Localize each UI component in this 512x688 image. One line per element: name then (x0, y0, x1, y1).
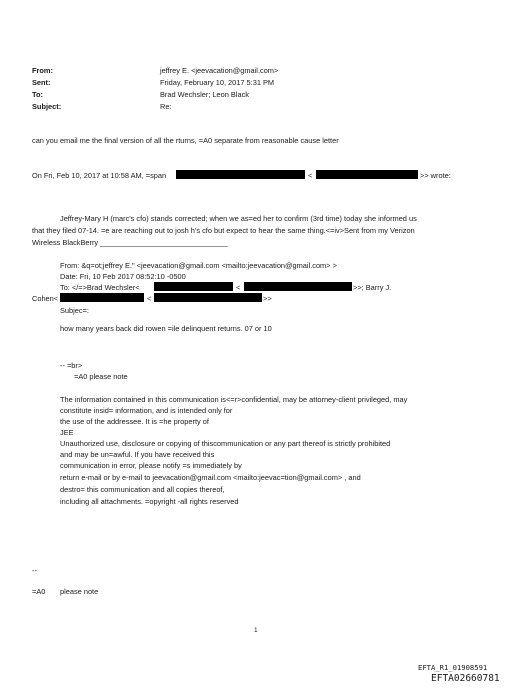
gt-sign: >> (263, 294, 272, 303)
lt-sign: < (308, 171, 313, 180)
footer-note: please note (60, 587, 99, 596)
lt-sign: < (147, 294, 152, 303)
footer-dash: -- (32, 566, 37, 575)
quoted-from: From: &q=ot;jeffrey E." <jeevacation@gmail.com <mailto:jeevacation@gmail.com> > (60, 261, 337, 270)
from-value: jeffrey E. <jeevacation@gmail.com> (160, 66, 279, 75)
quoted-cohen: Cohen< (32, 294, 59, 303)
from-label: From: (32, 66, 53, 75)
bates-id-2: EFTA02660781 (431, 673, 500, 684)
redaction-block (176, 170, 305, 179)
disclaimer-line: destro= this communication and all copies thereof, (60, 485, 225, 494)
sig-note: =A0 please note (74, 372, 128, 381)
disclaimer-line: the use of the addressee. It is =he property of (60, 417, 209, 426)
sig-dash: -- =br> (60, 361, 83, 370)
bates-id-1: EFTA_R1_01908591 (418, 663, 488, 672)
wrote-text: >> wrote: (420, 171, 451, 180)
subject-value: Re: (160, 102, 172, 111)
footer-a0: =A0 (32, 587, 46, 596)
disclaimer-line: Unauthorized use, disclosure or copying of thiscommunication or any part thereof is strictly prohibited (60, 439, 391, 448)
quoted-to-suffix: >>; Barry J. (353, 283, 392, 292)
to-value: Brad Wechsler; Leon Black (160, 90, 250, 99)
body-para-1: Jeffrey-Mary H (marc's cfo) stands corrected; when we as=ed her to confirm (3rd time) today she informed us (60, 214, 417, 223)
redaction-block (154, 293, 262, 302)
disclaimer-line: constitute insid= information, and is intended only for (60, 406, 233, 415)
redaction-block (244, 282, 352, 291)
body-line-1: can you email me the final version of all the rturns, =A0 separate from reasonable cause letter (32, 136, 339, 145)
disclaimer-line: JEE (60, 428, 74, 437)
quoted-subject: Subjec=: (60, 306, 89, 315)
redaction-block (60, 293, 144, 302)
to-label: To: (32, 90, 43, 99)
disclaimer-line: including all attachments. =opyright -all rights reserved (60, 497, 239, 506)
body-para-3: Wireless BlackBerry _______________________________ (32, 238, 228, 247)
sent-value: Friday, February 10, 2017 5:31 PM (160, 78, 275, 87)
sent-label: Sent: (32, 78, 51, 87)
subject-label: Subject: (32, 102, 62, 111)
disclaimer-line: and may be un=awful. If you have received this (60, 450, 215, 459)
quoted-to-prefix: To: </=>Brad Wechsler< (60, 283, 140, 292)
disclaimer-line: return e-mail or by e-mail to jeevacation@gmail.com <mailto:jeevac=tion@gmail.com> , and (60, 473, 361, 482)
quoted-question: how many years back did rowen =ile delinquent returns. 07 or 10 (60, 324, 272, 333)
disclaimer-line: communication in error, please notify =s immediately by (60, 461, 242, 470)
quoted-date: Date: Fri, 10 Feb 2017 08:52:10 -0500 (60, 272, 186, 281)
body-para-2: that they filed 07-14. =e are reaching out to josh h's cfo but expect to hear the same thing.<=iv>Sent from my Verizon (32, 226, 415, 235)
redaction-block (154, 282, 233, 291)
disclaimer-line: The information contained in this communication is<=r>confidential, may be attorney-client privileged, may (60, 395, 408, 404)
redaction-block (316, 170, 418, 179)
lt-sign: < (236, 283, 241, 292)
page-number: 1 (254, 627, 258, 634)
on-date-prefix: On Fri, Feb 10, 2017 at 10:58 AM, =span (32, 171, 167, 180)
